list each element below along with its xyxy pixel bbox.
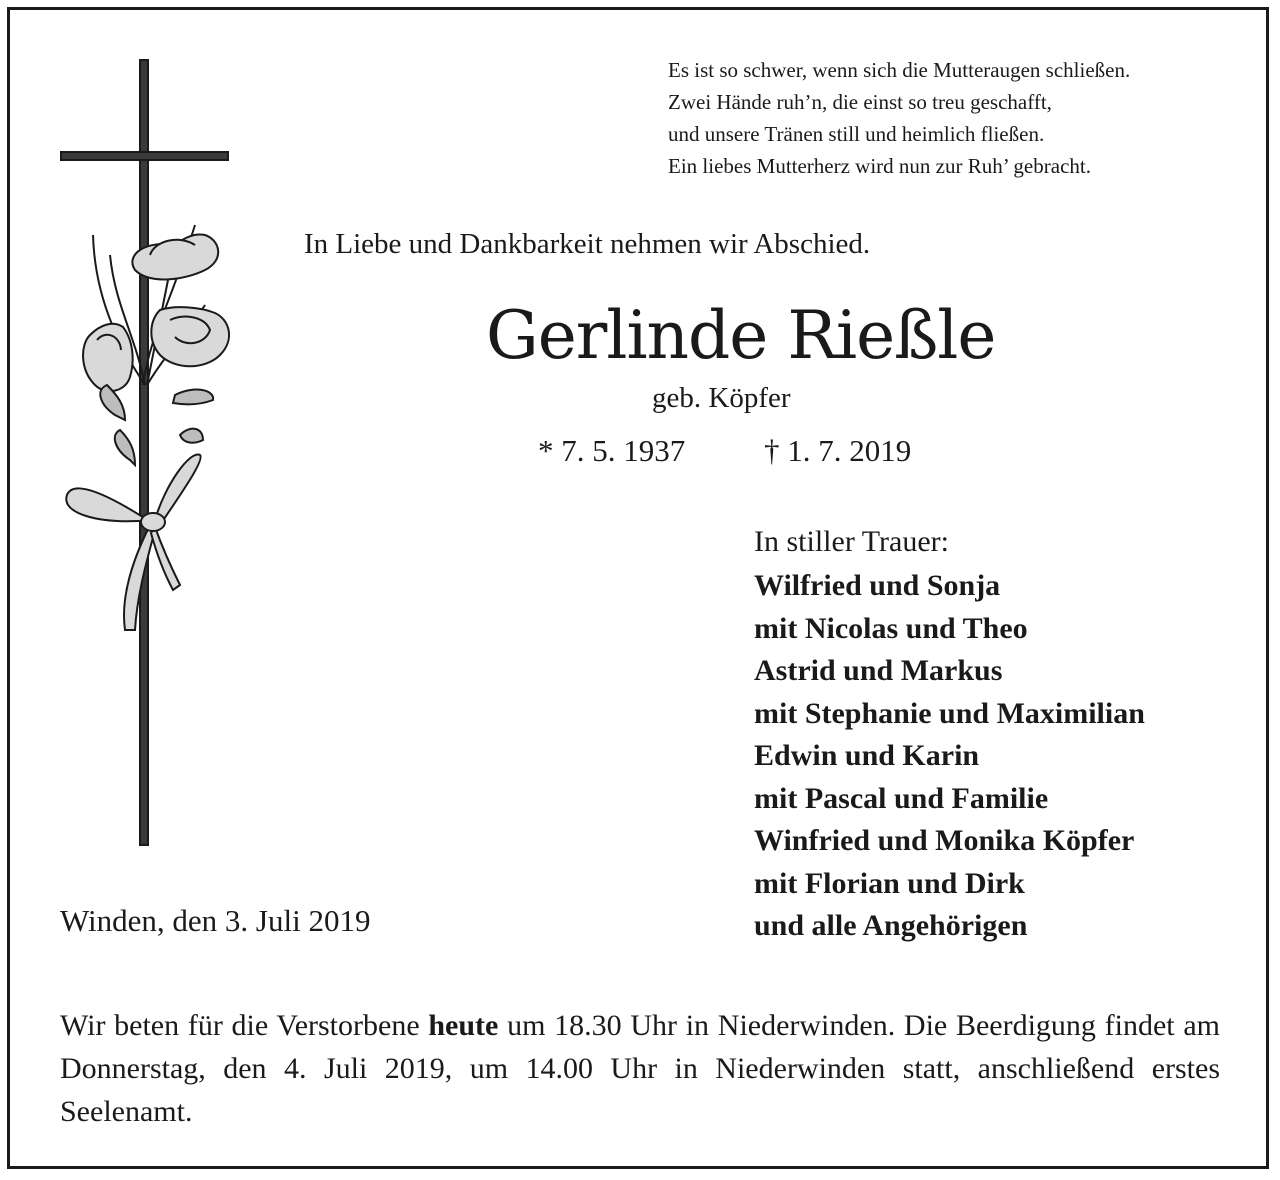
mourner-line: Wilfried und Sonja (754, 569, 1001, 602)
mourner-line: mit Stephanie und Maximilian (754, 696, 1145, 730)
poem (668, 54, 1130, 182)
notice-text: um 18.30 Uhr in Niederwinden. Die Beerdigung findet am Donnerstag, den 4. Juli 2019, um 14.00 Uhr in Niederwinden statt, anschließend erstes Seelenamt. (60, 1009, 1220, 1128)
notice-text: Wir beten für die Verstorbene (60, 1009, 429, 1042)
mourner-line: Winfried und Monika Köpfer (754, 824, 1135, 857)
cross-with-roses-icon (55, 55, 235, 855)
poem-line: Zwei Hände ruh’n, die einst so treu geschafft, (668, 90, 1052, 114)
birth-date: * 7. 5. 1937 (538, 433, 686, 468)
maiden-name: geb. Köpfer (652, 382, 791, 414)
mourner-line: Astrid und Markus (754, 654, 1003, 687)
mourners-list (754, 565, 1145, 948)
poem-line: und unsere Tränen still und heimlich fließen. (668, 122, 1045, 146)
mourner-line: und alle Angehörigen (754, 909, 1028, 942)
mourner-line: mit Florian und Dirk (754, 866, 1025, 900)
mourner-line: Edwin und Karin (754, 739, 980, 772)
place-date: Winden, den 3. Juli 2019 (60, 903, 371, 938)
farewell-line: In Liebe und Dankbarkeit nehmen wir Abschied. (304, 228, 871, 260)
service-notice (60, 1004, 1220, 1133)
notice-highlight: heute (428, 1009, 499, 1042)
deceased-name: Gerlinde Rießle (486, 297, 996, 374)
mourners-heading: In stiller Trauer: (754, 525, 949, 558)
poem-line: Ein liebes Mutterherz wird nun zur Ruh’ gebracht. (668, 154, 1091, 178)
mourner-line: mit Pascal und Familie (754, 781, 1049, 815)
mourner-line: mit Nicolas und Theo (754, 611, 1028, 645)
poem-line: Es ist so schwer, wenn sich die Mutteraugen schließen. (668, 58, 1131, 82)
death-date: † 1. 7. 2019 (764, 433, 912, 468)
